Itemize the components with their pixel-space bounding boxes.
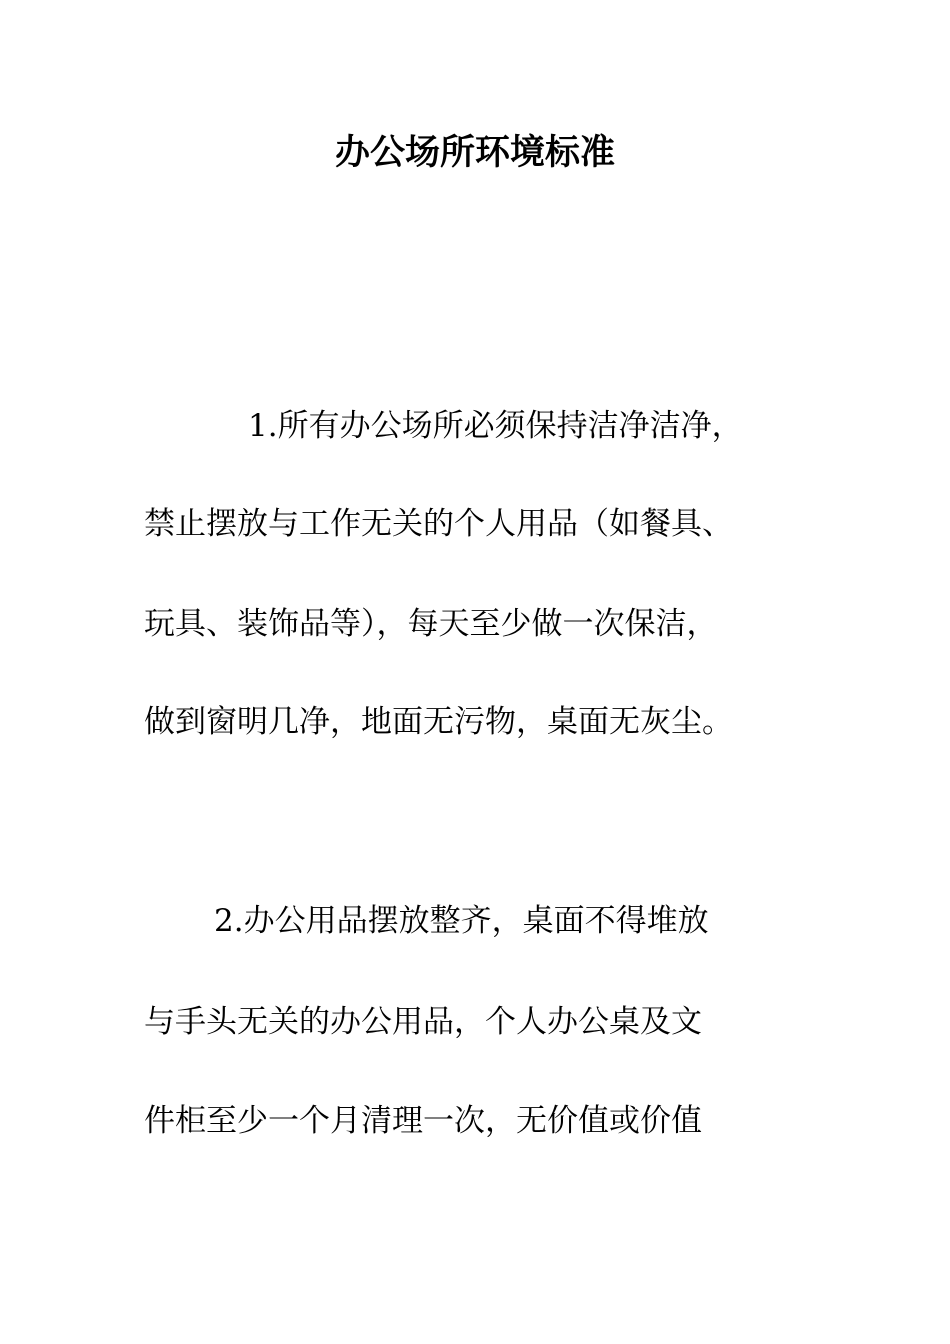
paragraph-line: 禁止摆放与工作无关的个人用品（如餐具、	[144, 506, 733, 542]
paragraph-line: 与手头无关的办公用品，个人办公桌及文	[144, 1004, 702, 1040]
paragraph-line: 做到窗明几净，地面无污物，桌面无灰尘。	[144, 704, 733, 740]
paragraph-line: 件柜至少一个月清理一次，无价值或价值	[144, 1103, 702, 1139]
paragraph-line: 玩具、装饰品等），每天至少做一次保洁，	[144, 606, 718, 642]
paragraph-line: 2.办公用品摆放整齐，桌面不得堆放	[214, 903, 709, 939]
paragraph-line: 1.所有办公场所必须保持洁净洁净，	[248, 408, 743, 444]
document-title: 办公场所环境标准	[334, 132, 615, 173]
